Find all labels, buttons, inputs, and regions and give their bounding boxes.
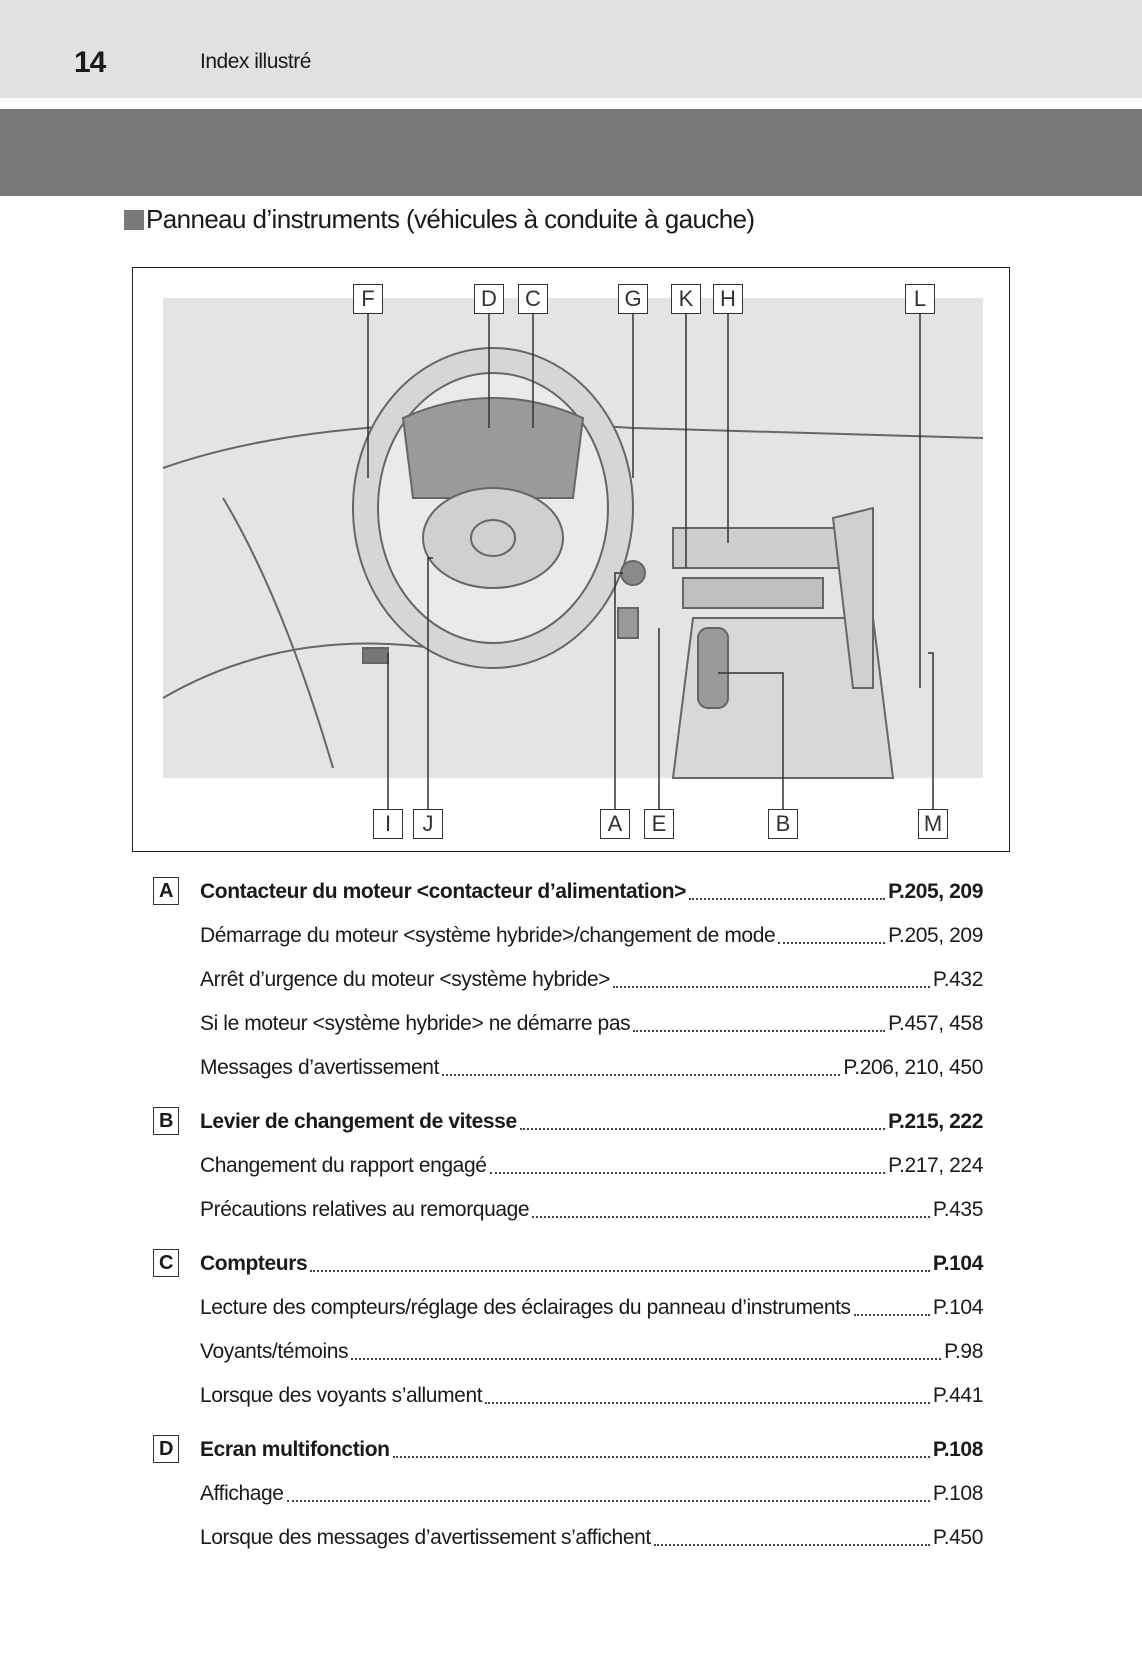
page-reference: P.450 (932, 1526, 983, 1549)
entry-label: Lorsque des messages d’avertissement s’affichent (200, 1526, 651, 1549)
dot-leader (393, 1456, 930, 1458)
index-entry (153, 1100, 983, 1144)
dot-leader (520, 1128, 885, 1130)
page-reference: P.205, 209 (888, 924, 983, 947)
page-reference: P.205, 209 (888, 880, 983, 903)
dot-leader (485, 1402, 930, 1404)
dot-leader (654, 1544, 930, 1546)
callout-l: L (905, 284, 935, 314)
dot-leader (490, 1172, 886, 1174)
index-entry (153, 870, 983, 914)
index-entry (153, 1428, 983, 1472)
dot-leader (532, 1216, 930, 1218)
square-bullet-icon (124, 210, 144, 230)
dot-leader (351, 1358, 941, 1360)
dot-leader (287, 1500, 930, 1502)
index-subentry (153, 1374, 983, 1418)
index-subentry (153, 1330, 983, 1374)
dot-leader (778, 942, 885, 944)
page-reference: P.108 (932, 1482, 983, 1505)
instrument-panel-illustration (132, 267, 1010, 852)
header-band (0, 109, 1142, 196)
index-subentry (153, 1046, 983, 1090)
page-reference: P.457, 458 (888, 1012, 983, 1035)
page-reference: P.104 (932, 1252, 983, 1275)
dot-leader (442, 1074, 840, 1076)
dot-leader (310, 1270, 930, 1272)
page-reference: P.435 (932, 1198, 983, 1221)
page-reference: P.206, 210, 450 (843, 1056, 983, 1079)
entry-label: Changement du rapport engagé (200, 1154, 487, 1177)
page-header (0, 0, 1142, 98)
index-subentry (153, 1472, 983, 1516)
callout-k: K (671, 284, 701, 314)
entry-key-badge: C (153, 1249, 179, 1277)
index-subentry (153, 1002, 983, 1046)
page-reference: P.215, 222 (888, 1110, 983, 1133)
page-reference: P.217, 224 (888, 1154, 983, 1177)
page-reference: P.108 (932, 1438, 983, 1461)
page-reference: P.432 (932, 968, 983, 991)
callout-m: M (918, 809, 948, 839)
index-subentry (153, 1286, 983, 1330)
dot-leader (854, 1314, 930, 1316)
entry-label: Contacteur du moteur <contacteur d’alimentation> (200, 880, 687, 903)
entry-label: Si le moteur <système hybride> ne démarre pas (200, 1012, 631, 1035)
figure-title (124, 204, 755, 235)
page-reference: P.104 (932, 1296, 983, 1319)
page-number: 14 (74, 46, 106, 79)
index-entry (153, 1242, 983, 1286)
dashboard-drawing (133, 268, 1011, 853)
callout-g: G (618, 284, 648, 314)
entry-key-badge: B (153, 1107, 179, 1135)
index-subentry (153, 914, 983, 958)
dot-leader (689, 898, 885, 900)
entry-key-badge: A (153, 877, 179, 905)
figure-title-text: Panneau d’instruments (véhicules à conduite à gauche) (146, 204, 755, 234)
callout-b: B (768, 809, 798, 839)
page-reference: P.441 (932, 1384, 983, 1407)
index-subentry (153, 1188, 983, 1232)
callout-f: F (353, 284, 383, 314)
dot-leader (633, 1030, 885, 1032)
callout-h: H (713, 284, 743, 314)
entry-label: Précautions relatives au remorquage (200, 1198, 530, 1221)
index-subentry (153, 1144, 983, 1188)
entry-label: Affichage (200, 1482, 284, 1505)
entry-label: Lecture des compteurs/réglage des éclairages du panneau d’instruments (200, 1296, 851, 1319)
callout-a: A (600, 809, 630, 839)
callout-i: I (373, 809, 403, 839)
index-subentry (153, 958, 983, 1002)
page-reference: P.98 (944, 1340, 983, 1363)
entry-label: Arrêt d’urgence du moteur <système hybride> (200, 968, 611, 991)
entry-key-badge: D (153, 1435, 179, 1463)
dot-leader (613, 986, 930, 988)
callout-j: J (413, 809, 443, 839)
entry-label: Ecran multifonction (200, 1438, 390, 1461)
entry-label: Levier de changement de vitesse (200, 1110, 517, 1133)
entry-label: Lorsque des voyants s’allument (200, 1384, 483, 1407)
index-subentry (153, 1516, 983, 1560)
entry-label: Compteurs (200, 1252, 308, 1275)
entry-label: Messages d’avertissement (200, 1056, 440, 1079)
entry-label: Démarrage du moteur <système hybride>/changement de mode (200, 924, 776, 947)
callout-c: C (518, 284, 548, 314)
section-title: Index illustré (200, 50, 311, 73)
callout-d: D (474, 284, 504, 314)
index-list (153, 870, 983, 1560)
callout-e: E (644, 809, 674, 839)
entry-label: Voyants/témoins (200, 1340, 349, 1363)
